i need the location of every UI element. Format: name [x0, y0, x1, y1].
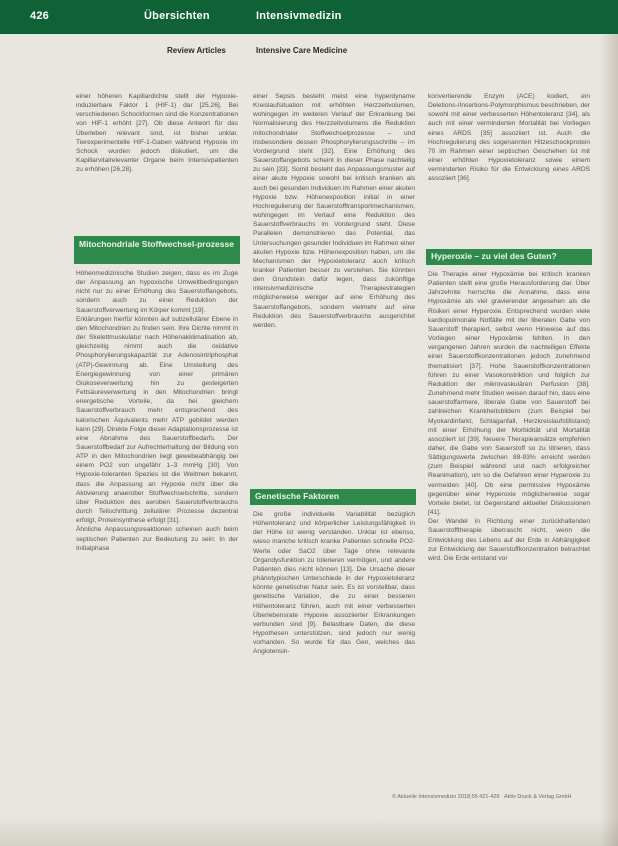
paragraph: Die große individuelle Variabilität bezüglich Höhentoleranz und körperlicher Leistungsfähigkeit in der Höhe ist wenig verstanden. Unklar ist ebenso, wieso manche kritisch kranke Patienten schnelle PO2-Werte oder SaO2 über Tage ohne relevante Organdysfunktion zu tolerieren vermögen, und andere Patienten dies nicht können [13]. Die Ursache dieser phänotypischen Unterschiede in der Hypoxietoleranz könnte genetischer Natur sein. Es ist vorstellbar, dass genetische Variation, die zu einer besseren Höhentoleranz führen, auch mit einer verbesserten Überlebensrate Hypoxie assoziierter Erkrankungen verbunden sind [9]. Belastbare Daten, die diese Hypothesen unterstützen, sind jedoch nur wenig vorhanden. So wurde für das Gen, welches das Angiotensin-	[253, 511, 415, 656]
text-column-3-continued	[428, 270, 590, 563]
page-shadow	[600, 34, 618, 846]
section-heading-genetics: Genetische Faktoren	[250, 489, 416, 505]
paragraph: einer Sepsis besteht meist eine hyperdyname Kreislaufsituation mit erhöhten Herzzeitvolumen, wohingegen im weiteren Verlauf der Erkrankung bei Normalisierung des Herzzeitvolumens die Reduktion mitochondrialer Stoffwechselprozesse – und insbesondere dessen Phosphorylierungsschritte – im Vordergrund steht [32]. Eine Erhöhung des Sauerstoffangebots scheint in dieser Phase nachteilig zu sein [33]. Somit besteht das Anpassungsmuster auf einer akute Hypoxie sowohl bei kritisch kranken als auch bei gesunden Individuen im Rahmen einer akuten Hypoxie bzw. Höhenexposition initial in einer Hochregulierung der Sauerstofftransportmechanismen, wohingegen im Verlauf eine Reduktion des Sauerstoffverbrauchs im Vordergrund steht. Diese Parallelen demonstrieren das Potential, das Untersuchungen gesunder Individuen im Rahmen einer akuten Hypoxie bzw. Höhenexposition haben, um die Mechanismen der Hypoxietoleranz auch kritisch kranker Patienten besser zu verstehen. Sie könnten den Grundstein dafür legen, dass zukünftige intensivmedizinische Therapiestrategien möglicherweise weniger auf eine Erhöhung des Sauerstoffangebots, sondern vielmehr auf eine Reduktion des Sauerstoffverbrauchs ausgerichtet werden.	[253, 93, 415, 329]
section-label: Übersichten	[144, 10, 210, 22]
paragraph: konvertierende Enzym (ACE) kodiert, ein Deletions-/Insertions-Polymorphismus beschrieben, der sowohl mit einer verbesserten Höhentoleranz [34], als auch mit einer verminderten Mortalität bei Vorliegen eines ARDS [35] assoziiert ist. Auch die Hochregulierung des sogenannten Hitzeschockprotein 70 im Rahmen einer septischen Geschehen ist mit einer erhöhten Hypoxietoleranz sowie einem verminderten Risiko für die Entwicklung eines ARDS assoziiert [36].	[428, 93, 590, 183]
topic-label: Intensivmedizin	[256, 10, 342, 22]
copyright-footer: © Aktuelle Intensivmedizin 2018;55:421-428 · Aktiv Druck & Verlag GmbH	[392, 794, 572, 800]
paragraph: Ähnliche Anpassungsreaktionen scheinen auch beim septischen Patienten zur Bedeutung zu sein: In der Initialphase	[76, 526, 238, 552]
paragraph: Der Wandel in Richtung einer zurückhaltenden Sauerstofftherapie überrascht nicht, wenn die Entwicklung des Lebens auf der Erde in Abhängigkeit zur Entwicklung der Sauerstoffkonzentration betrachtet wird. Die Erde entstand vor	[428, 518, 590, 562]
section-heading-hyperoxia: Hyperoxie – zu viel des Guten?	[426, 249, 592, 265]
text-column-2	[253, 92, 415, 330]
subheader-right: Intensive Care Medicine	[256, 46, 348, 55]
text-column-3	[428, 92, 590, 184]
paragraph: einer höheren Kapillardichte stellt der Hypoxie-induzierbare Faktor 1 (HIF-1) dar [25,26]. Bei verschiedenen Schockformen sind die Konzentrationen von HIF-1 erhöht [27]. Ob diese Antwort für das Überleben relevant sind, ist bisher unklar. Tierexperimentelle HIF-1-Gaben während Hypoxie im Schock wurden jedoch diskutiert, um die Kapillarvitalrelevanter Organe beim Intensivpatienten zu erhöhen [26,28].	[76, 93, 238, 174]
journal-header-bar	[0, 0, 618, 34]
section-heading-mitochondria: Mitochondriale Stoffwechsel-prozesse	[74, 236, 240, 264]
paragraph: Erklärungen hierfür könnten auf subzellulärer Ebene in den Mitochondrien zu finden sein. Ihre Dichte nimmt in der Skelettmuskulatur nach Höhenakklimatisation ab, gleichzeitig nimmt auch die oxidative Phosphorylierungskapazität zur Adenosintriphosphat (ATP)-Gewinnung ab. Eine Umstellung des Energiegewinnung von einer primären Glukoseverwertung hin zu gesteigerten Fettsäureverwertung in den Mitochondrien bringt energetische Vorteile, da bei gleichem Sauerstoffverbrauch mehr entsprechend des kalorischen Äquivalents mehr ATP gebildet werden kann [29]. Direkte Folge dieser Adaptationsprozesse ist eine Abnahme des Sauerstoffbedarfs. Der Sauerstoffbedarf zur Aufrechterhaltung der Bildung von ATP in den Mitochondrien liegt gewebeabhängig bei einem PO2 von ungefähr 1–3 mmHg [30]. Von Hypoxie-toleranten Spezies ist die Weitmen bekannt, dass die Anpassung an Hypoxie nicht über die Aktivierung anaerober Stoffwechselschritte, sondern über Reduktion des aeroben Sauerstoffverbrauchs durch Teilschrittung zellulärer Prozesse dezentral erfolgt, Proteinsynthese erfolgt [31].	[76, 315, 238, 525]
subheader-left: Review Articles	[167, 46, 226, 55]
paragraph: Die Therapie einer Hypoxämie bei kritisch kranken Patienten stellt eine große Herausforderung dar. Über Jahrzehnte herrschte die Annahme, dass eine Hypoxämie als viel gravierender angesehen als die Risiken einer Hyperoxie. Entsprechend wurden viele kardiopulmonale Notfälle mit der liberalen Gabe von Sauerstoff therapiert, selbst wenn Hinweise auf das Vorliegen einer Hypoxämie fehlten. In den vergangenen Jahren wurden die nachteiligen Effekte einer Sauerstoffkonzentrationen jedoch zunehmend thematisiert [37]. Hohe Sauerstoffkonzentrationen führen zu einer Vasokonstriktion und folglich zur Reduktion der mikrovaskulären Perfusion [38]. Zunehmend mehr Studien weisen darauf hin, dass eine sauerstoffarmere, liberale Gabe von Sauerstoff bei zahlreichen Krankheitsbildern (zum Beispiel bei Myokardinfarkt, Schlaganfall, Herzkreislaufstillstand) mit einer Erhöhung der Morbidität und Mortalität assoziiert ist [39]. Neuere Therapieansätze empfehlen daher, die Gabe von Sauerstoff so zu titrieren, dass Sättigungswerte zwischen 88-93% erreicht werden (zum Beispiel während und nach erfolgreicher Reanimation), um so die Gefahren einer Hyperoxie zu vermeiden [40]. Ob eine permissive Hypoxämie gegenüber einer Hyperoxie möglicherweise sogar Vorteile bietet, ist Gegenstand aktueller Diskussionen [41].	[428, 271, 590, 517]
text-column-1-continued	[76, 269, 238, 553]
text-column-1	[76, 92, 238, 174]
page-shadow-bottom	[0, 816, 618, 846]
page-number: 426	[30, 10, 49, 22]
paragraph: Höhenmedizinische Studien zeigen, dass es im Zuge der Anpassung an hypoxische Umweltbedingungen nicht nur zu einer Erhöhung des Sauerstoffangebots, sondern auch zu einer Reduktion der Sauerstoffverwertung im Körper kommt [19].	[76, 270, 238, 314]
text-column-2-continued	[253, 510, 415, 657]
